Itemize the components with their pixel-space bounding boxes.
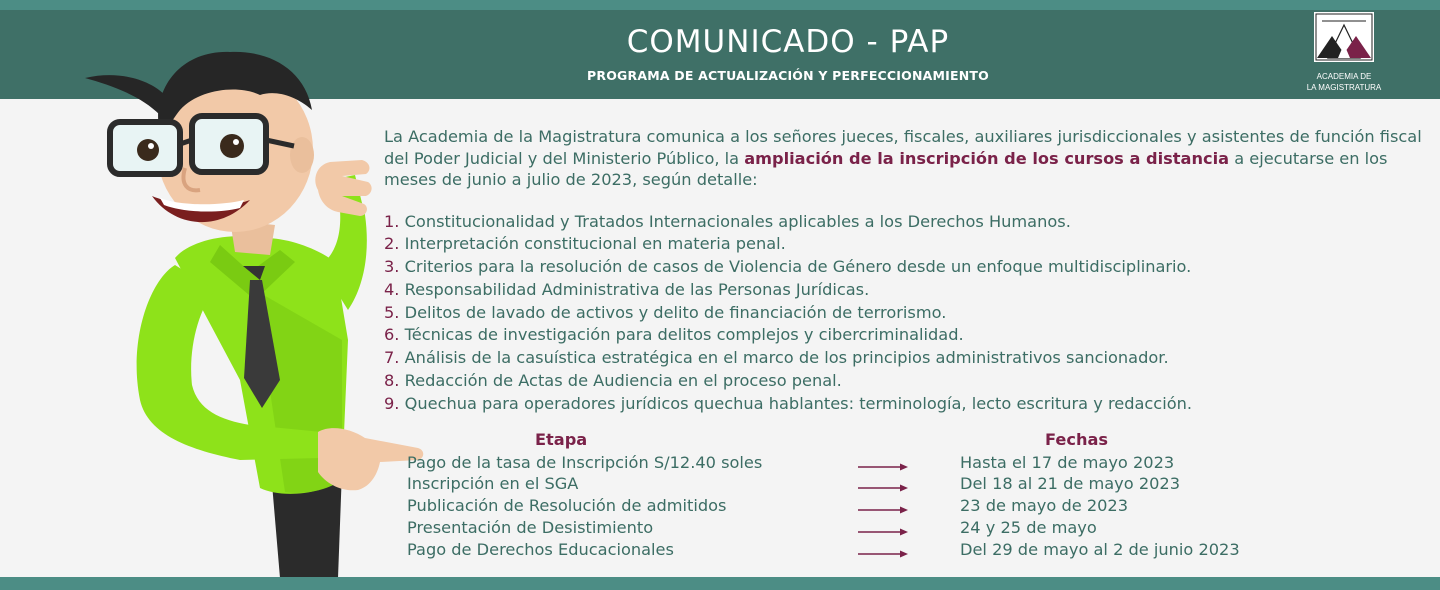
course-text: Redacción de Actas de Audiencia en el proceso penal. (404, 371, 842, 391)
course-number: 6. (384, 325, 400, 345)
schedule-table (384, 430, 1384, 570)
schedule-date: 24 y 25 de mayo (960, 518, 1097, 537)
mountain-triangle-logo-icon (1314, 12, 1374, 62)
intro-highlight: ampliación de la inscripción de los cursos a distancia (744, 148, 1230, 168)
course-number: 4. (384, 279, 400, 299)
course-item (384, 279, 1424, 302)
right-arrow-icon (858, 506, 908, 514)
main-content (384, 126, 1424, 416)
course-item (384, 370, 1424, 393)
course-item (384, 256, 1424, 279)
schedule-stage: Inscripción en el SGA (407, 474, 579, 493)
schedule-header-dates: Fechas (1045, 430, 1109, 449)
intro-text-after: a ejecutarse en los meses de junio a julio de 2023, según detalle: (384, 148, 1388, 189)
logo-text-line2: LA MAGISTRATURA (1306, 83, 1382, 92)
course-item (384, 211, 1424, 234)
page-title: COMUNICADO - PAP (626, 24, 950, 60)
course-number: 2. (384, 234, 400, 254)
schedule-row (384, 453, 1384, 475)
schedule-row (384, 496, 1384, 518)
right-arrow-icon (858, 528, 908, 536)
course-text: Criterios para la resolución de casos de Violencia de Género desde un enfoque multidisciplinario. (404, 257, 1192, 277)
course-text: Constitucionalidad y Tratados Internacionales aplicables a los Derechos Humanos. (404, 211, 1071, 231)
schedule-date: Del 18 al 21 de mayo 2023 (960, 474, 1181, 493)
course-number: 3. (384, 257, 400, 277)
course-text: Responsabilidad Administrativa de las Personas Jurídicas. (404, 279, 870, 299)
schedule-date: Del 29 de mayo al 2 de junio 2023 (960, 540, 1240, 559)
course-text: Interpretación constitucional en materia penal. (404, 234, 786, 254)
schedule-stage: Publicación de Resolución de admitidos (407, 496, 727, 515)
right-arrow-icon (858, 463, 908, 471)
schedule-stage: Presentación de Desistimiento (407, 518, 654, 537)
schedule-header-stage: Etapa (535, 430, 588, 449)
right-arrow-icon (858, 550, 908, 558)
schedule-date: Hasta el 17 de mayo 2023 (960, 453, 1175, 472)
logo-text (1298, 71, 1390, 93)
course-number: 9. (384, 393, 400, 413)
cartoon-man-pointing-icon (80, 40, 430, 578)
course-item (384, 393, 1424, 416)
schedule-stage: Pago de Derechos Educacionales (407, 540, 674, 559)
course-item (384, 347, 1424, 370)
page-subtitle: PROGRAMA DE ACTUALIZACIÓN Y PERFECCIONAMIENTO (587, 68, 989, 83)
course-number: 5. (384, 302, 400, 322)
schedule-stage: Pago de la tasa de Inscripción S/12.40 soles (407, 453, 763, 472)
course-number: 1. (384, 211, 400, 231)
logo-text-line1: ACADEMIA DE (1316, 72, 1372, 81)
course-list (384, 211, 1424, 416)
intro-text-before: La Academia de la Magistratura comunica a los señores jueces, fiscales, auxiliares jurisdiccionales y asistentes de función fiscal del Poder Judicial y del Ministerio Público, la (384, 127, 1422, 168)
logo-box (1314, 12, 1374, 62)
course-text: Técnicas de investigación para delitos complejos y cibercriminalidad. (404, 325, 964, 345)
course-text: Análisis de la casuística estratégica en el marco de los principios administrativos sancionador. (404, 348, 1169, 368)
course-text: Delitos de lavado de activos y delito de financiación de terrorismo. (404, 302, 947, 322)
course-item (384, 233, 1424, 256)
course-number: 7. (384, 348, 400, 368)
right-arrow-icon (858, 484, 908, 492)
course-item (384, 302, 1424, 325)
schedule-row (384, 518, 1384, 540)
schedule-row (384, 474, 1384, 496)
schedule-row (384, 540, 1384, 562)
academy-logo (1298, 10, 1390, 99)
course-text: Quechua para operadores jurídicos quechua hablantes: terminología, lecto escritura y redacción. (404, 393, 1193, 413)
schedule-date: 23 de mayo de 2023 (960, 496, 1129, 515)
bottom-accent-strip (0, 577, 1440, 590)
top-accent-strip (0, 0, 1440, 10)
intro-paragraph (384, 126, 1424, 191)
course-number: 8. (384, 371, 400, 391)
course-item (384, 324, 1424, 347)
